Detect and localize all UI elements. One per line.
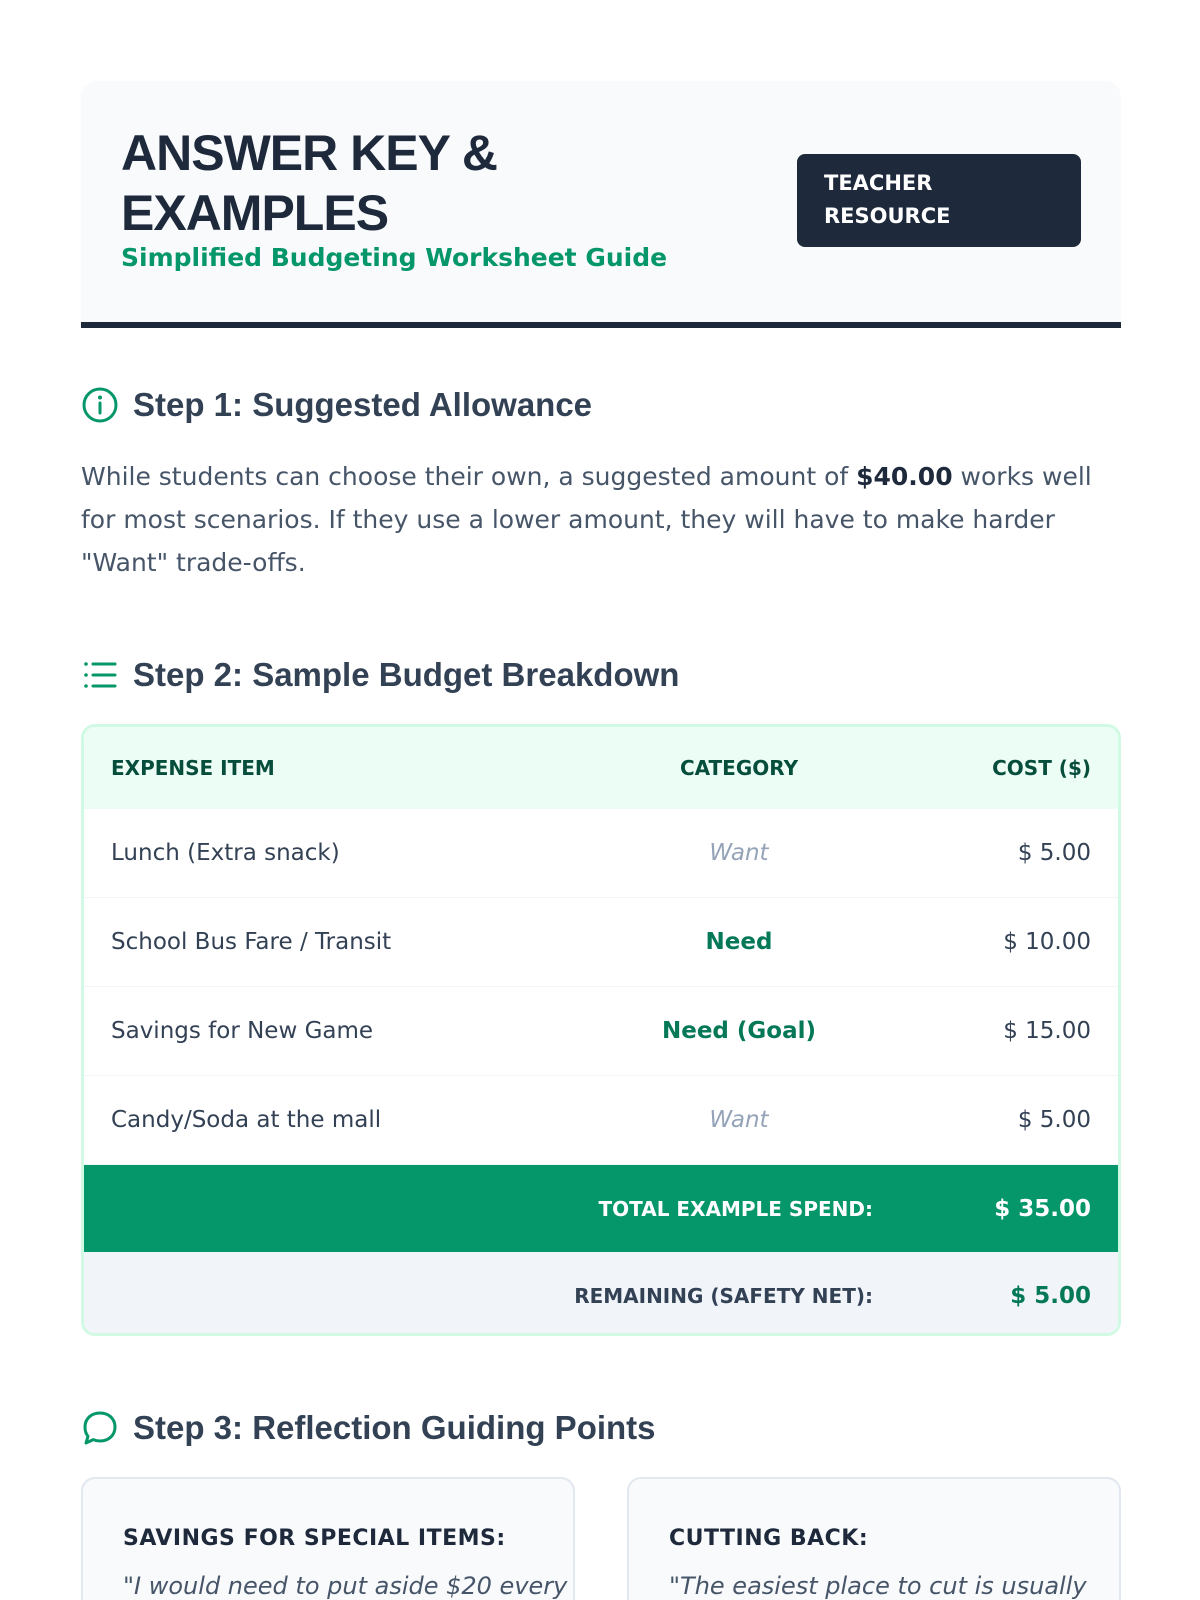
info-icon — [81, 386, 119, 424]
step1-text-after: works well for most scenarios. If they use a lower amount, they will have to make harder "Want" trade-offs. — [81, 462, 1092, 577]
reflection-card-savings — [81, 1477, 575, 1600]
expense-item: Savings for New Game — [111, 1018, 374, 1044]
expense-cost: $ 15.00 — [1003, 1018, 1091, 1044]
expense-category: Need — [705, 929, 773, 955]
expense-category: Want — [709, 1107, 769, 1133]
expense-item: School Bus Fare / Transit — [111, 929, 392, 955]
total-value: $ 35.00 — [994, 1195, 1091, 1222]
card-quote: "The easiest place to cut is usually — [669, 1572, 1087, 1600]
expense-item: Candy/Soda at the mall — [111, 1107, 382, 1133]
total-row — [84, 1165, 1118, 1252]
remaining-row — [84, 1252, 1118, 1336]
column-header-expense-item: EXPENSE ITEM — [111, 756, 275, 780]
teacher-resource-badge: TEACHER RESOURCE — [797, 154, 1081, 247]
budget-table — [81, 724, 1121, 1336]
step1-heading-row — [81, 385, 592, 425]
table-row — [84, 1076, 1118, 1165]
expense-item: Lunch (Extra snack) — [111, 840, 340, 866]
step1-text-before: While students can choose their own, a suggested amount of — [81, 462, 857, 491]
step2-heading-row — [81, 655, 679, 695]
table-header-row — [84, 727, 1118, 809]
expense-cost: $ 10.00 — [1003, 929, 1091, 955]
step1-heading: Step 1: Suggested Allowance — [133, 386, 593, 423]
card-title: CUTTING BACK: — [669, 1526, 869, 1551]
table-row — [84, 809, 1118, 898]
header-banner — [81, 81, 1121, 328]
column-header-category: CATEGORY — [679, 756, 799, 780]
expense-category: Want — [709, 840, 769, 866]
card-title: SAVINGS FOR SPECIAL ITEMS: — [123, 1526, 506, 1551]
remaining-label: REMAINING (SAFETY NET): — [574, 1283, 873, 1308]
total-label: TOTAL EXAMPLE SPEND: — [598, 1196, 873, 1221]
page-title: ANSWER KEY & EXAMPLES — [121, 125, 498, 241]
card-quote: "I would need to put aside $20 every — [123, 1572, 568, 1600]
suggested-amount: $40.00 — [856, 462, 953, 491]
expense-category: Need (Goal) — [661, 1018, 817, 1044]
table-row — [84, 987, 1118, 1076]
list-icon — [81, 656, 119, 694]
column-header-cost: COST ($) — [992, 756, 1091, 780]
step1-paragraph — [81, 455, 1121, 584]
reflection-card-cutting-back — [627, 1477, 1121, 1600]
step3-heading: Step 3: Reflection Guiding Points — [133, 1409, 656, 1446]
expense-cost: $ 5.00 — [1017, 840, 1091, 866]
expense-cost: $ 5.00 — [1017, 1107, 1091, 1133]
chat-bubble-icon — [81, 1409, 119, 1447]
page-subtitle: Simplified Budgeting Worksheet Guide — [121, 243, 668, 272]
step3-heading-row — [81, 1408, 656, 1448]
remaining-value: $ 5.00 — [1010, 1282, 1091, 1309]
table-row — [84, 898, 1118, 987]
step2-heading: Step 2: Sample Budget Breakdown — [133, 656, 680, 693]
